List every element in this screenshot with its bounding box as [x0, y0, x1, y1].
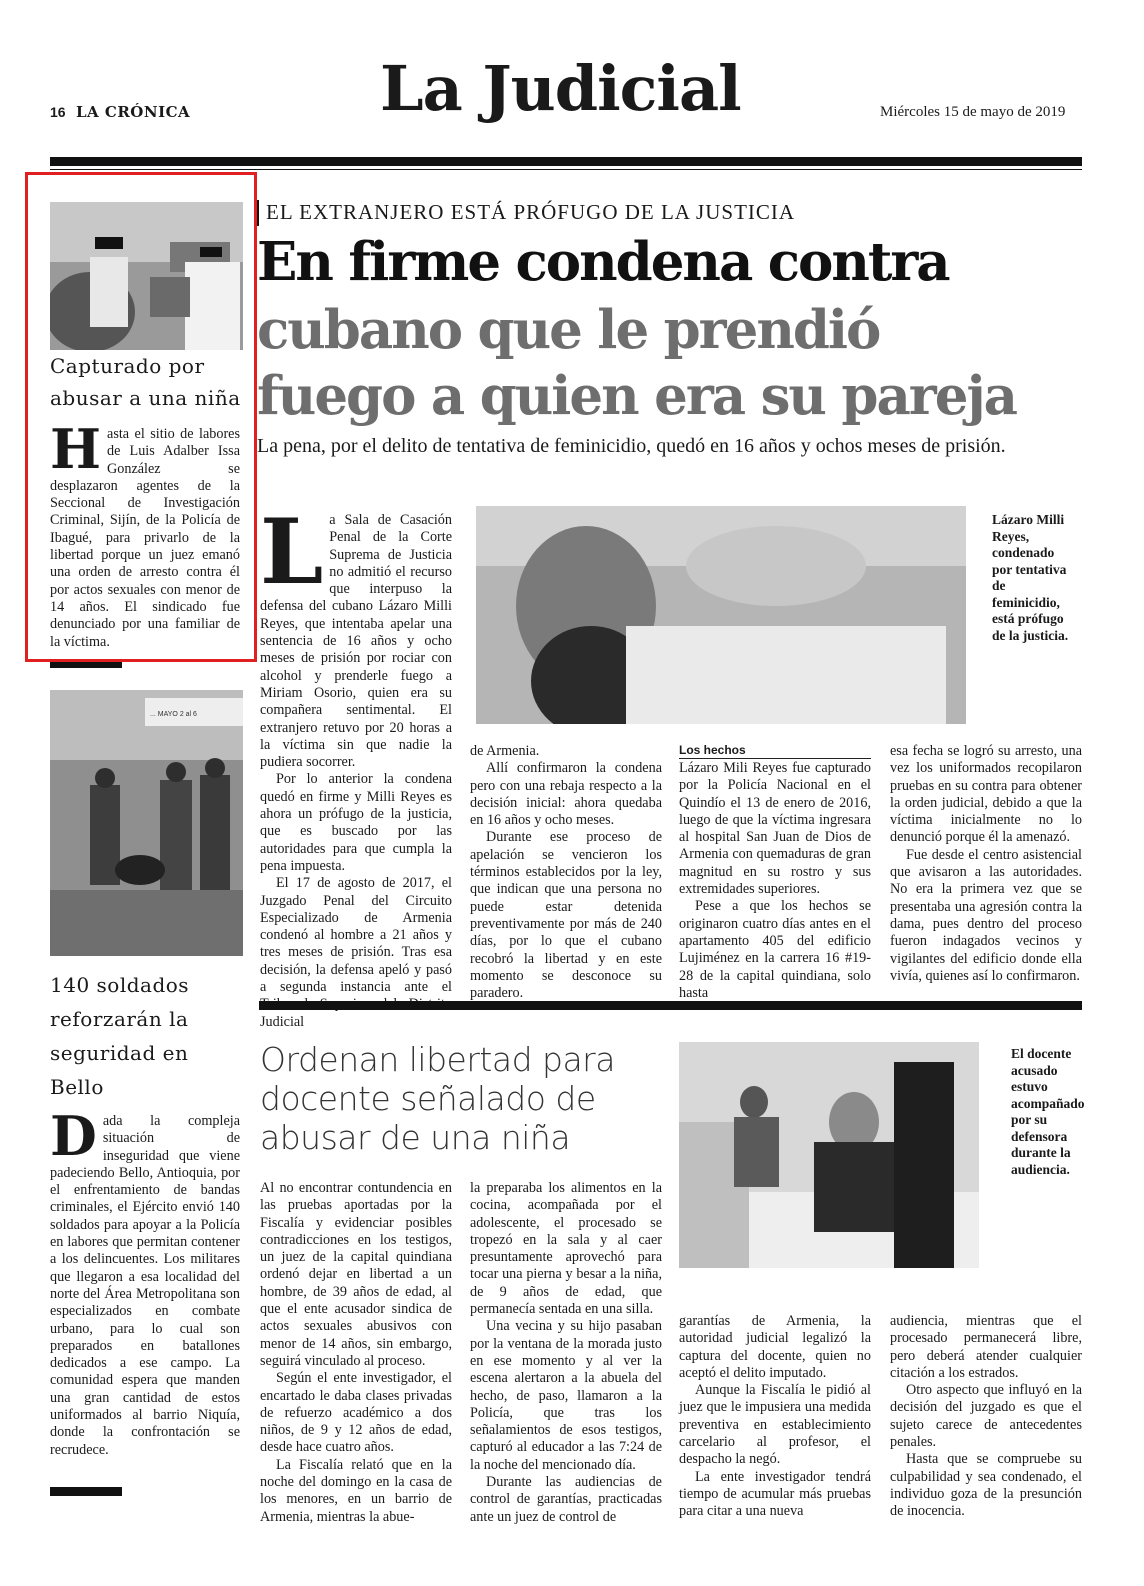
main-col1 [260, 499, 452, 1031]
second-col3 [679, 1313, 871, 1521]
main-headline-line1: En firme condena contra [257, 231, 949, 293]
sidebar1-headline: Capturado por abusar a una niña [50, 354, 241, 410]
hearing-photo [679, 1042, 979, 1268]
convict-photo-caption: Lázaro Milli Reyes, condenado por tentativa de feminicidio, está prófugo de la justicia. [992, 512, 1069, 643]
main-dropcap: L [260, 499, 324, 605]
second-col4-p2: Otro aspecto que influyó en la decisión del juzgado es que el sujeto carece de antecedentes penales. [890, 1382, 1082, 1451]
main-headline-line2: cubano que le prendió [257, 299, 880, 361]
sidebar1-text: asta el sitio de labores de Luis Adalber Issa González se desplazaron agentes de la Seccional de Investigación Criminal, Sijín, de la Policía de Ibagué, para privarlo de la libertad porque un juez emanó una orden de arresto contra él por actos sexuales con menor de 14 años. El sindicado fue denunciado por una familiar de la víctima. [50, 426, 240, 650]
soldiers-photo-sign: ... MAYO 2 al 6 [150, 711, 197, 718]
main-col1-p1: a Sala de Casación Penal de la Corte Suprema de Justicia no admitió el recurso que interpuso la defensa del cubano Lázaro Milli Reyes, que intentaba apelar una sentencia de 16 años y ocho meses de prisión por rociar con alcohol y prenderle fuego a Miriam Osorio, quien era su compañera sentimental. El extranjero retuvo por 20 horas a la víctima sin que nadie la pudiera socorrer. [260, 512, 452, 771]
section-title: La Judicial [380, 52, 741, 125]
header-rule [50, 157, 1082, 166]
sidebar1-dropcap: H [50, 417, 102, 481]
second-col2-p2: Una vecina y su hijo pasaban por la ventana de la morada justo en ese momento y al ver la escena alertaron a la abuela del hecho, de paso, llamaron a la Policía, que tras los señalamientos de esos testigos, capturó al educador a las 7:24 de la noche del mencionado día. [470, 1318, 662, 1473]
sidebar1-body [50, 417, 240, 651]
kicker-rule [257, 200, 259, 226]
second-col4-p1: audiencia, mientras que el procesado permanecerá libre, pero deberá atender cualquier citación a los estrados. [890, 1313, 1082, 1381]
arrest-photo [50, 202, 243, 350]
second-col3-p3: La ente investigador tendrá tiempo de acumular más pruebas para citar a una nueva [679, 1468, 871, 1520]
main-deck: La pena, por el delito de tentativa de feminicidio, quedó en 16 años y ochos meses de prisión. [257, 435, 1006, 457]
second-col2 [470, 1180, 662, 1526]
header-rule-thin [50, 169, 1082, 170]
section-divider [259, 1001, 1082, 1010]
hearing-photo-caption: El docente acusado estuvo acompañado por su defensora durante la audiencia. [1011, 1046, 1085, 1177]
issue-date: Miércoles 15 de mayo de 2019 [880, 104, 1066, 120]
second-col3-p1: garantías de Armenia, la autoridad judicial legalizó la captura del docente, quien no aceptó el delito imputado. [679, 1313, 871, 1381]
second-col1-p3: La Fiscalía relató que en la noche del domingo en la casa de los menores, en un barrio de Armenia, mientras la abue- [260, 1456, 452, 1525]
soldiers-photo [50, 690, 243, 956]
sidebar2-text: ada la compleja situación de inseguridad que viene padeciendo Bello, Antioquia, por el enfrentamiento de bandas criminales, el Ejército envió 140 soldados para apoyar a la Policía en labores que permitan contener a los delincuentes. Los militares que llegaron a esa localidad del norte del Área Metropolitana son especializados en combate urbano, para lo cual son preparados en batallones dedicados a ese campo. La comunidad espera que manden una gran cantidad de estos uniformados al barrio Niquía, donde la confrontación se recrudece. [50, 1113, 240, 1458]
main-col1-p2: Por lo anterior la condena quedó en firme y Milli Reyes es ahora un prófugo de la justicia, que es buscado por las autoridades para que cumpla la pena impuesta. [260, 771, 452, 874]
los-hechos-subhead: Los hechos [679, 743, 871, 759]
main-headline-line3: fuego a quien era su pareja [257, 365, 1016, 427]
second-col4 [890, 1313, 1082, 1521]
main-col4-p2: Fue desde el centro asistencial que avisaron a las autoridades. No era la primera vez que se presentaba una agresión contra la dama, pues dentro del proceso fueron indagados vecinos y vigilantes del edificio donde ella vivía, quienes así lo confirmaron. [890, 846, 1082, 984]
second-col1-p2: Según el ente investigador, el encartado le daba clases privadas de refuerzo académico a dos niños, de 9 y 12 años de edad, desde hace cuatro años. [260, 1370, 452, 1456]
sidebar2-dropcap: D [50, 1104, 97, 1168]
main-col3 [679, 760, 871, 1002]
main-kicker: EL EXTRANJERO ESTÁ PRÓFUGO DE LA JUSTICIA [266, 200, 796, 224]
page-number: 16 [50, 104, 66, 120]
main-col2-p2: Allí confirmaron la condena pero con una rebaja respecto a la decisión inicial: ahora quedaba en 16 años y ocho meses. [470, 760, 662, 829]
sidebar-divider [50, 662, 122, 668]
main-col2-p1: de Armenia. [470, 743, 540, 759]
convict-photo [476, 506, 966, 724]
sidebar2-headline: 140 soldados reforzarán la seguridad en Bello [50, 973, 190, 1099]
main-col2-p3: Durante ese proceso de apelación se vencieron los términos establecidos por la ley, que indican que una persona no puede estar detenida preventivamente por más de 240 días, por lo que el cubano recobró la libertad y en este momento se desconoce su paradero. [470, 829, 662, 1002]
second-headline: Ordenan libertad para docente señalado de abusar de una niña [260, 1040, 615, 1157]
main-col4-p1: esa fecha se logró su arresto, una vez los uniformados recopilaron pruebas en su contra para obtener la orden judicial, debido a que la víctima inicialmente no lo denunció porque él la amenazó. [890, 743, 1082, 846]
main-col4 [890, 743, 1082, 985]
second-col3-p2: Aunque la Fiscalía le pidió al juez que le impusiera una medida preventiva en establecimiento carcelario al profesor, el despacho la negó. [679, 1382, 871, 1468]
main-col1-p3: El 17 de agosto de 2017, el Juzgado Penal del Circuito Especializado de Armenia condenó al hombre a 21 años y tres meses de prisión. Tras esa decisión, la defensa apeló y pasó a segunda instancia ante el Judicial [260, 875, 452, 1030]
main-col3-p2: Pese a que los hechos se originaron cuatro días antes en el apartamento 405 del edificio Lujiménez en la carrera 16 #19-28 de la capital quindiana, solo hasta [679, 898, 871, 1001]
main-col2 [470, 743, 662, 1002]
second-col4-p3: Hasta que se compruebe su culpabilidad y sea condenado, el individuo goza de la presunción de inocencia. [890, 1451, 1082, 1520]
second-col1 [260, 1180, 452, 1526]
main-col3-p1: Lázaro Mili Reyes fue capturado por la Policía Nacional en el Quindío el 13 de enero de 2016, luego de que la víctima ingresara al hospital San Juan de Dios de Armenia con quemaduras de gran magnitud en su rostro y sus extremidades superiores. [679, 760, 871, 898]
second-col2-p1: la preparaba los alimentos en la cocina, acompañada por el adolescente, el procesado se tropezó en la sala y al caer presuntamente aprovechó para tocar una pierna y besar a la niña, de 9 años de edad, que permanecía sentada en una silla. [470, 1180, 662, 1318]
second-col2-p3: Durante las audiencias de control de garantías, practicadas ante un juez de control de [470, 1474, 662, 1525]
sidebar-end-rule [50, 1487, 122, 1496]
sidebar2-body [50, 1104, 240, 1459]
publication-name: LA CRÓNICA [76, 103, 191, 121]
second-col1-p1: Al no encontrar contundencia en las pruebas aportadas por la Fiscalía y evidenciar posibles contradicciones en los testigos, un juez de la capital quindiana ordenó dejar en libertad a un hombre, de 39 años de edad, al que el ente acusador sindica de actos sexuales abusivos con menor de 14 años, sin embargo, seguirá vinculado al proceso. [260, 1180, 452, 1369]
